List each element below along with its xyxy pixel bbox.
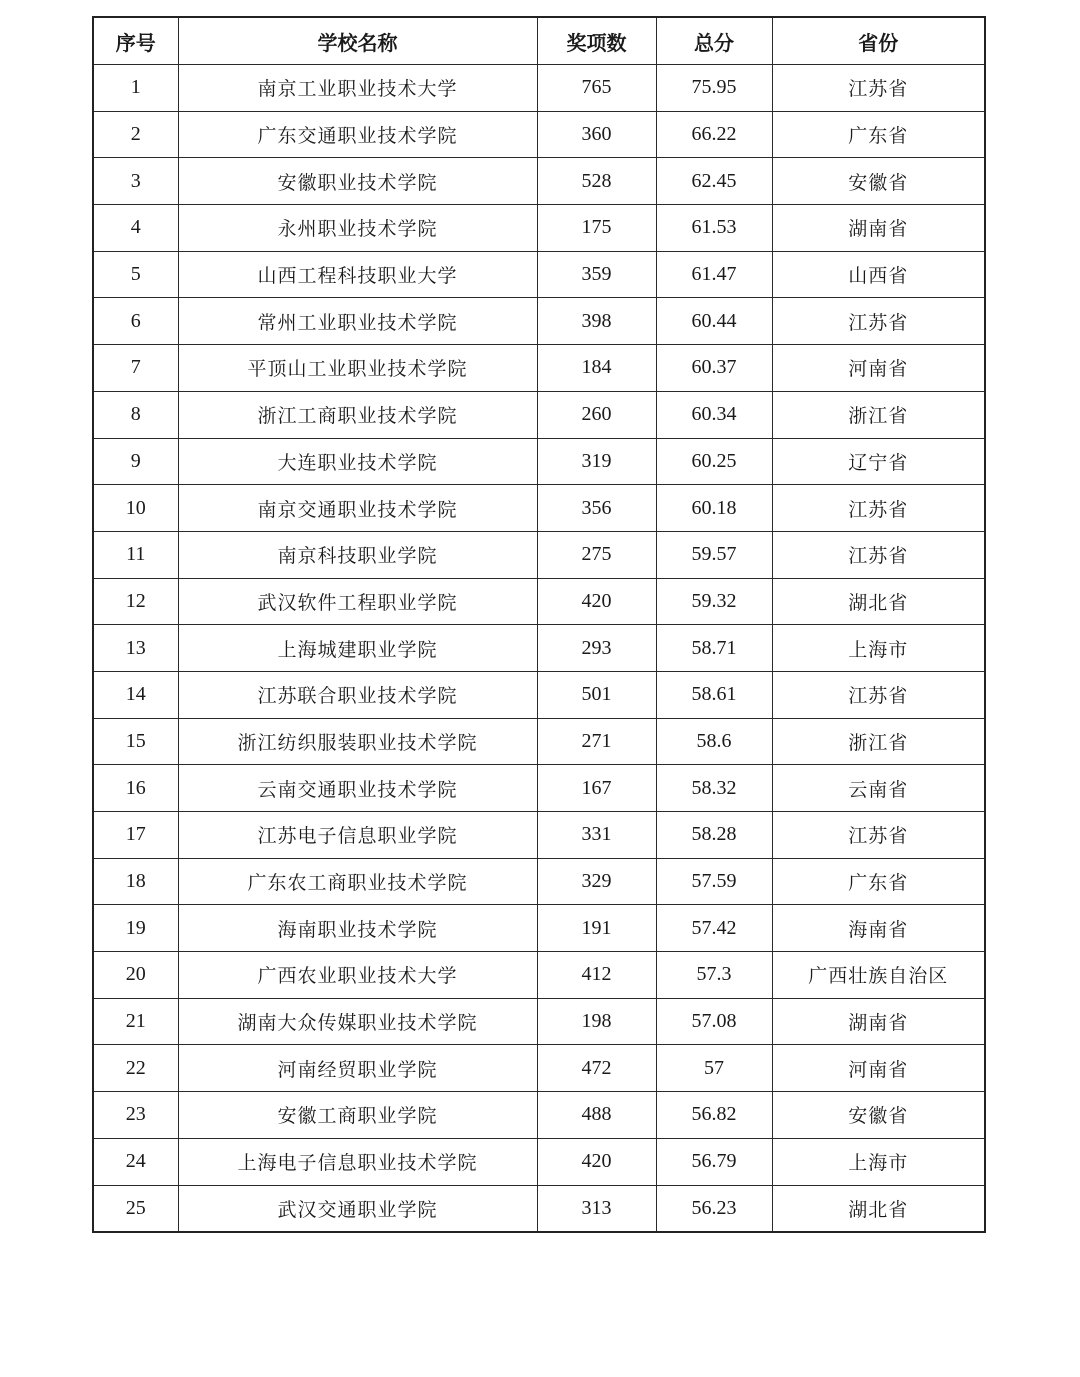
cell-school: 云南交通职业技术学院	[178, 765, 537, 812]
cell-score: 57.08	[656, 998, 772, 1045]
cell-school: 南京科技职业学院	[178, 531, 537, 578]
cell-school: 武汉交通职业学院	[178, 1185, 537, 1232]
cell-school: 广东交通职业技术学院	[178, 111, 537, 158]
cell-awards: 472	[537, 1045, 656, 1092]
header-province: 省份	[772, 17, 985, 65]
cell-province: 江苏省	[772, 485, 985, 532]
cell-awards: 360	[537, 111, 656, 158]
cell-score: 61.47	[656, 251, 772, 298]
cell-rank: 24	[93, 1138, 178, 1185]
cell-rank: 23	[93, 1092, 178, 1139]
cell-school: 上海城建职业学院	[178, 625, 537, 672]
cell-score: 60.37	[656, 345, 772, 392]
cell-rank: 7	[93, 345, 178, 392]
cell-score: 59.57	[656, 531, 772, 578]
cell-school: 浙江工商职业技术学院	[178, 391, 537, 438]
cell-score: 75.95	[656, 65, 772, 112]
cell-province: 湖南省	[772, 998, 985, 1045]
cell-score: 58.28	[656, 812, 772, 859]
cell-awards: 167	[537, 765, 656, 812]
cell-province: 广西壮族自治区	[772, 952, 985, 999]
cell-rank: 15	[93, 718, 178, 765]
table-row	[93, 111, 985, 158]
header-score: 总分	[656, 17, 772, 65]
table-row	[93, 205, 985, 252]
table-row	[93, 531, 985, 578]
ranking-table	[92, 16, 986, 1233]
cell-school: 上海电子信息职业技术学院	[178, 1138, 537, 1185]
cell-awards: 501	[537, 671, 656, 718]
cell-school: 大连职业技术学院	[178, 438, 537, 485]
cell-province: 河南省	[772, 345, 985, 392]
cell-province: 上海市	[772, 1138, 985, 1185]
cell-rank: 17	[93, 812, 178, 859]
cell-rank: 19	[93, 905, 178, 952]
cell-score: 60.34	[656, 391, 772, 438]
cell-awards: 313	[537, 1185, 656, 1232]
cell-score: 58.61	[656, 671, 772, 718]
table-row	[93, 952, 985, 999]
cell-province: 江苏省	[772, 812, 985, 859]
cell-rank: 10	[93, 485, 178, 532]
cell-rank: 22	[93, 1045, 178, 1092]
cell-province: 江苏省	[772, 298, 985, 345]
cell-score: 58.32	[656, 765, 772, 812]
cell-awards: 184	[537, 345, 656, 392]
cell-score: 58.71	[656, 625, 772, 672]
cell-rank: 11	[93, 531, 178, 578]
cell-province: 云南省	[772, 765, 985, 812]
table-row	[93, 438, 985, 485]
cell-rank: 3	[93, 158, 178, 205]
cell-province: 江苏省	[772, 531, 985, 578]
table-row	[93, 905, 985, 952]
cell-school: 山西工程科技职业大学	[178, 251, 537, 298]
cell-awards: 331	[537, 812, 656, 859]
header-school: 学校名称	[178, 17, 537, 65]
table-row	[93, 485, 985, 532]
table-row	[93, 345, 985, 392]
cell-awards: 191	[537, 905, 656, 952]
cell-awards: 398	[537, 298, 656, 345]
cell-province: 江苏省	[772, 65, 985, 112]
table-row	[93, 391, 985, 438]
cell-awards: 319	[537, 438, 656, 485]
cell-awards: 765	[537, 65, 656, 112]
cell-province: 安徽省	[772, 158, 985, 205]
table-row	[93, 998, 985, 1045]
header-row	[93, 17, 985, 65]
table-body	[93, 65, 985, 1233]
cell-score: 62.45	[656, 158, 772, 205]
table-header	[93, 17, 985, 65]
cell-school: 武汉软件工程职业学院	[178, 578, 537, 625]
cell-province: 广东省	[772, 858, 985, 905]
cell-school: 安徽工商职业学院	[178, 1092, 537, 1139]
cell-score: 57.59	[656, 858, 772, 905]
cell-score: 56.23	[656, 1185, 772, 1232]
cell-score: 57.3	[656, 952, 772, 999]
cell-school: 浙江纺织服装职业技术学院	[178, 718, 537, 765]
cell-province: 河南省	[772, 1045, 985, 1092]
cell-school: 湖南大众传媒职业技术学院	[178, 998, 537, 1045]
cell-school: 江苏电子信息职业学院	[178, 812, 537, 859]
cell-rank: 2	[93, 111, 178, 158]
table-row	[93, 298, 985, 345]
cell-score: 60.44	[656, 298, 772, 345]
cell-school: 广西农业职业技术大学	[178, 952, 537, 999]
cell-province: 广东省	[772, 111, 985, 158]
cell-rank: 18	[93, 858, 178, 905]
table-row	[93, 625, 985, 672]
table-row	[93, 858, 985, 905]
cell-rank: 20	[93, 952, 178, 999]
cell-awards: 420	[537, 1138, 656, 1185]
cell-awards: 260	[537, 391, 656, 438]
cell-rank: 6	[93, 298, 178, 345]
cell-school: 安徽职业技术学院	[178, 158, 537, 205]
cell-rank: 5	[93, 251, 178, 298]
table-row	[93, 251, 985, 298]
cell-school: 平顶山工业职业技术学院	[178, 345, 537, 392]
cell-awards: 275	[537, 531, 656, 578]
cell-school: 南京工业职业技术大学	[178, 65, 537, 112]
cell-rank: 12	[93, 578, 178, 625]
table-row	[93, 65, 985, 112]
cell-awards: 359	[537, 251, 656, 298]
cell-score: 56.82	[656, 1092, 772, 1139]
cell-province: 辽宁省	[772, 438, 985, 485]
cell-school: 河南经贸职业学院	[178, 1045, 537, 1092]
cell-score: 60.25	[656, 438, 772, 485]
cell-score: 57.42	[656, 905, 772, 952]
cell-school: 南京交通职业技术学院	[178, 485, 537, 532]
cell-score: 60.18	[656, 485, 772, 532]
cell-awards: 271	[537, 718, 656, 765]
table-row	[93, 718, 985, 765]
cell-rank: 13	[93, 625, 178, 672]
cell-score: 58.6	[656, 718, 772, 765]
cell-rank: 25	[93, 1185, 178, 1232]
cell-province: 海南省	[772, 905, 985, 952]
cell-province: 浙江省	[772, 391, 985, 438]
cell-province: 上海市	[772, 625, 985, 672]
table-row	[93, 1138, 985, 1185]
cell-province: 安徽省	[772, 1092, 985, 1139]
cell-awards: 528	[537, 158, 656, 205]
cell-score: 57	[656, 1045, 772, 1092]
table-row	[93, 671, 985, 718]
cell-school: 常州工业职业技术学院	[178, 298, 537, 345]
cell-score: 61.53	[656, 205, 772, 252]
cell-rank: 4	[93, 205, 178, 252]
cell-province: 江苏省	[772, 671, 985, 718]
header-awards: 奖项数	[537, 17, 656, 65]
table-row	[93, 1045, 985, 1092]
cell-awards: 420	[537, 578, 656, 625]
cell-awards: 356	[537, 485, 656, 532]
cell-province: 浙江省	[772, 718, 985, 765]
cell-awards: 198	[537, 998, 656, 1045]
cell-rank: 9	[93, 438, 178, 485]
cell-school: 海南职业技术学院	[178, 905, 537, 952]
cell-score: 59.32	[656, 578, 772, 625]
cell-awards: 412	[537, 952, 656, 999]
cell-school: 永州职业技术学院	[178, 205, 537, 252]
cell-province: 湖南省	[772, 205, 985, 252]
cell-school: 广东农工商职业技术学院	[178, 858, 537, 905]
table-row	[93, 765, 985, 812]
cell-score: 56.79	[656, 1138, 772, 1185]
cell-rank: 21	[93, 998, 178, 1045]
table-row	[93, 1092, 985, 1139]
cell-awards: 175	[537, 205, 656, 252]
cell-score: 66.22	[656, 111, 772, 158]
cell-rank: 16	[93, 765, 178, 812]
cell-rank: 8	[93, 391, 178, 438]
cell-province: 山西省	[772, 251, 985, 298]
table-row	[93, 158, 985, 205]
table-row	[93, 578, 985, 625]
header-rank: 序号	[93, 17, 178, 65]
cell-awards: 488	[537, 1092, 656, 1139]
cell-awards: 329	[537, 858, 656, 905]
cell-province: 湖北省	[772, 1185, 985, 1232]
cell-awards: 293	[537, 625, 656, 672]
cell-province: 湖北省	[772, 578, 985, 625]
table-row	[93, 812, 985, 859]
cell-rank: 1	[93, 65, 178, 112]
cell-rank: 14	[93, 671, 178, 718]
table-row	[93, 1185, 985, 1232]
cell-school: 江苏联合职业技术学院	[178, 671, 537, 718]
